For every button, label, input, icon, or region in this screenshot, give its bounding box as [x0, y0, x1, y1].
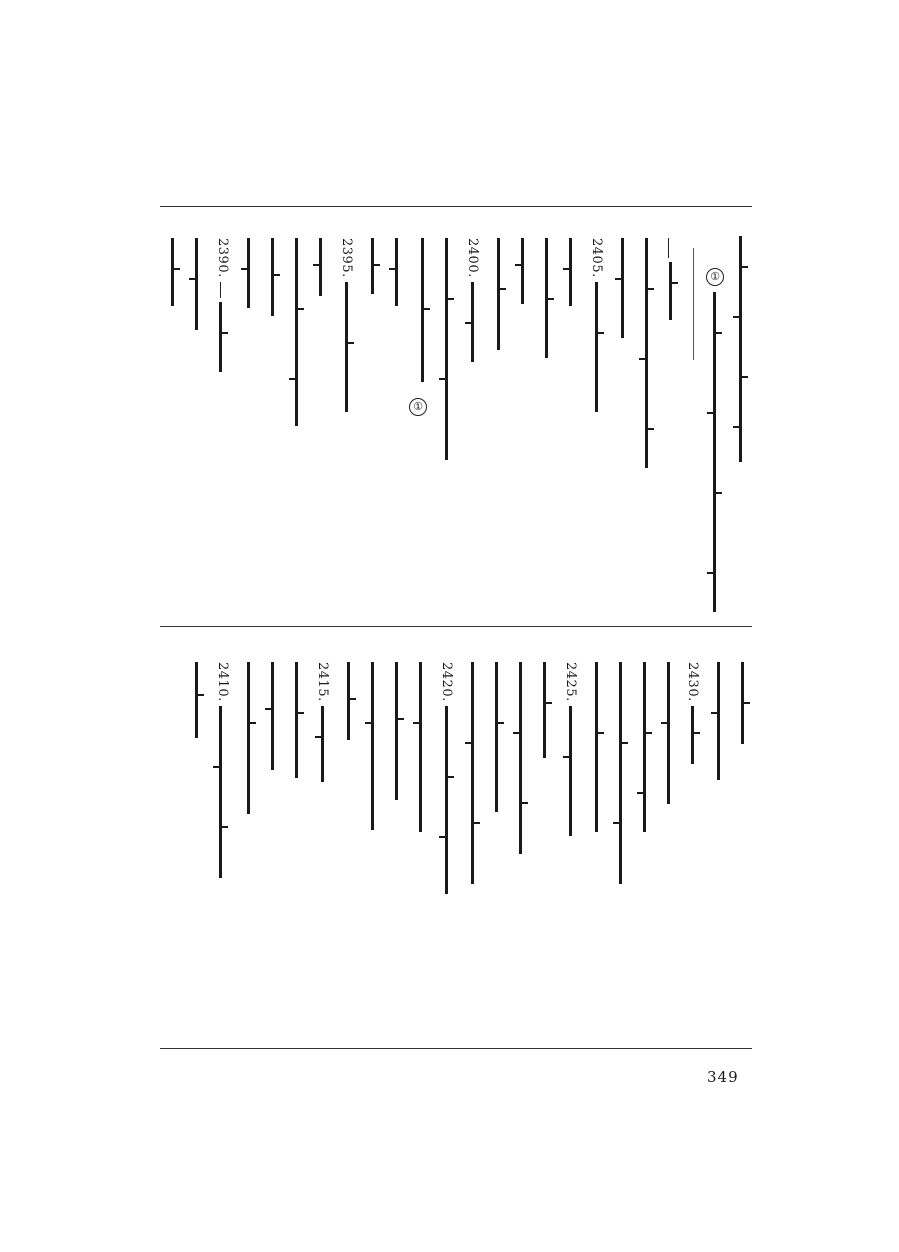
verse-line: [662, 662, 674, 804]
footnote-marker: ①: [706, 268, 724, 286]
verse-line: [290, 662, 302, 778]
verse-line: [736, 662, 748, 744]
verse-line: [564, 706, 576, 836]
verse-line: [190, 662, 202, 738]
verse-line: [614, 662, 626, 884]
verse-line: [538, 662, 550, 758]
line-number: 2395.: [339, 238, 354, 278]
verse-line: [490, 662, 502, 812]
page-number: 349: [707, 1068, 739, 1086]
bottom-rule: [160, 1048, 752, 1049]
verse-line: [314, 238, 326, 296]
line-number: 2415.: [315, 662, 330, 702]
footnote-separator: [693, 248, 694, 360]
verse-line: [466, 282, 478, 362]
line-number: 2390.: [215, 238, 230, 278]
footnote-reference: ①: [409, 398, 427, 416]
line-number: 2425.: [563, 662, 578, 702]
verse-line: [290, 238, 302, 426]
verse-line: [640, 238, 652, 468]
verse-line: [266, 662, 278, 770]
verse-line: [686, 706, 698, 764]
verse-line: [516, 238, 528, 304]
top-rule: [160, 206, 752, 207]
em-dash: [220, 282, 221, 298]
verse-line: [366, 238, 378, 294]
line-number: 2400.: [465, 238, 480, 278]
line-number: 2410.: [215, 662, 230, 702]
footnote-line: [708, 292, 720, 612]
line-number: 2420.: [439, 662, 454, 702]
verse-line: [214, 706, 226, 878]
verse-line: [166, 238, 178, 306]
section-divider: [160, 626, 752, 627]
verse-line: [564, 238, 576, 306]
verse-line: [414, 662, 426, 832]
verse-line: [316, 706, 328, 782]
verse-line: [342, 662, 354, 740]
verse-line: [638, 662, 650, 832]
line-number: 2430.: [685, 662, 700, 702]
footnote-line: [734, 236, 746, 462]
verse-line: [390, 662, 402, 800]
verse-line: [242, 238, 254, 308]
verse-line: [664, 262, 676, 320]
em-dash: [668, 238, 669, 258]
verse-line: [340, 282, 352, 412]
verse-line: [540, 238, 552, 358]
verse-line: [366, 662, 378, 830]
verse-line: [440, 706, 452, 894]
verse-line: [590, 662, 602, 832]
verse-line: [190, 238, 202, 330]
verse-line: [390, 238, 402, 306]
verse-line: [416, 238, 428, 382]
verse-line: [514, 662, 526, 854]
verse-line: [492, 238, 504, 350]
verse-line: [266, 238, 278, 316]
verse-line: [466, 662, 478, 884]
verse-line: [616, 238, 628, 338]
line-number: 2405.: [589, 238, 604, 278]
verse-line: [242, 662, 254, 814]
verse-line: [712, 662, 724, 780]
verse-line: [590, 282, 602, 412]
verse-line: [440, 238, 452, 460]
verse-line: [214, 302, 226, 372]
